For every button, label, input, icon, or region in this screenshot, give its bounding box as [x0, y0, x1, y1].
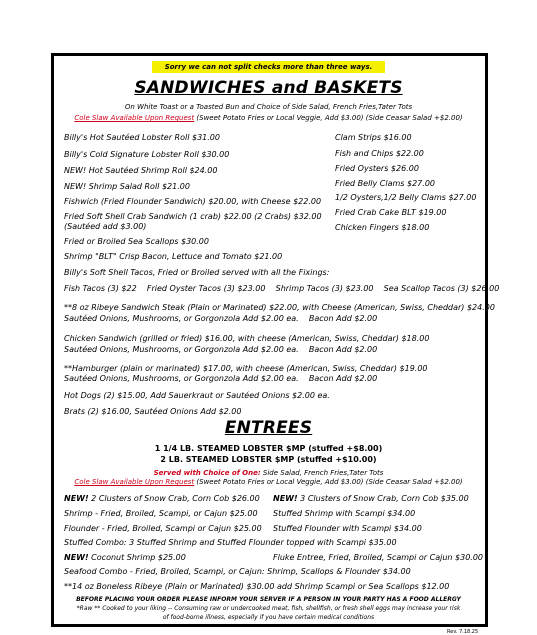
new-badge: NEW! — [64, 553, 89, 562]
menu-item: Flounder - Fried, Broiled, Scampi or Cajun $25.00 — [64, 524, 262, 533]
menu-item: Sautéed Onions, Mushrooms, or Gorgonzola Add $2.00 ea. Bacon Add $2.00 — [64, 345, 378, 354]
menu-item: NEW! 3 Clusters of Snow Crab, Corn Cob $35.00 — [273, 494, 469, 503]
sandwiches-coleslaw-note — [0, 114, 537, 122]
new-badge: NEW! — [64, 494, 89, 503]
menu-item: Billy's Hot Sautéed Lobster Roll $31.00 — [64, 133, 220, 142]
menu-item: Chicken Sandwich (grilled or fried) $16.00, with cheese (American, Swiss, Cheddar) $18.00 — [64, 334, 430, 343]
menu-item: Billy's Soft Shell Tacos, Fried or Broiled served with all the Fixings: — [64, 268, 330, 277]
menu-item: Chicken Fingers $18.00 — [335, 223, 430, 232]
menu-item: Fried Oysters $26.00 — [335, 164, 419, 173]
menu-item: **14 oz Boneless Ribeye (Plain or Marinated) $30.00 add Shrimp Scampi or Sea Scallops $12.00 — [64, 582, 450, 591]
choice-label: Served with Choice of One: — [153, 469, 261, 477]
menu-item: Sautéed Onions, Mushrooms, or Gorgonzola Add $2.00 ea. Bacon Add $2.00 — [64, 374, 378, 383]
menu-item: NEW! Coconut Shrimp $25.00 — [64, 553, 186, 562]
menu-item: Fried Crab Cake BLT $19.00 — [335, 208, 447, 217]
coleslaw-options: (Sweet Potato Fries or Local Veggie, Add $3.00) (Side Ceasar Salad +$2.00) — [194, 478, 463, 486]
coleslaw-label: Cole Slaw Available Upon Request — [74, 478, 195, 486]
menu-item: NEW! 2 Clusters of Snow Crab, Corn Cob $26.00 — [64, 494, 260, 503]
revision-label: Rev. 7.18.25 — [447, 629, 479, 635]
menu-item: Shrimp - Fried, Broiled, Scampi, or Cajun $25.00 — [64, 509, 258, 518]
entrees-choice-note — [0, 469, 537, 477]
entrees-title: ENTREES — [224, 418, 313, 438]
split-check-notice: Sorry we can not split checks more than three ways. — [152, 61, 385, 73]
menu-item: Shrimp "BLT" Crisp Bacon, Lettuce and Tomato $21.00 — [64, 252, 283, 261]
choice-options: Side Salad, French Fries,Tater Tots — [260, 469, 384, 477]
menu-item: Fried Belly Clams $27.00 — [335, 179, 435, 188]
menu-item: Brats (2) $16.00, Sautéed Onions Add $2.00 — [64, 407, 242, 416]
menu-item: Clam Strips $16.00 — [335, 133, 412, 142]
menu-item: Seafood Combo - Fried, Broiled, Scampi, or Cajun: Shrimp, Scallops & Flounder $34.00 — [64, 567, 411, 576]
menu-item: NEW! Shrimp Salad Roll $21.00 — [64, 182, 190, 191]
entrees-coleslaw-note — [0, 478, 537, 486]
menu-item: Stuffed Flounder with Scampi $34.00 — [273, 524, 422, 533]
sandwiches-subtitle: On White Toast or a Toasted Bun and Choice of Side Salad, French Fries,Tater Tots — [124, 103, 413, 111]
raw-food-warning-cont: of food-borne illness, especially if you have certain medical conditions — [162, 614, 375, 621]
sandwiches-title: SANDWICHES and BASKETS — [134, 78, 403, 98]
coleslaw-options: (Sweet Potato Fries or Local Veggie, Add $3.00) (Side Ceasar Salad +$2.00) — [194, 114, 463, 122]
menu-item: Fish and Chips $22.00 — [335, 149, 424, 158]
menu-item: 1/2 Oysters,1/2 Belly Clams $27.00 — [335, 193, 477, 202]
menu-item: Fried or Broiled Sea Scallops $30.00 — [64, 237, 209, 246]
menu-item: Stuffed Shrimp with Scampi $34.00 — [273, 509, 416, 518]
allergy-notice: BEFORE PLACING YOUR ORDER PLEASE INFORM YOUR SERVER IF A PERSON IN YOUR PARTY HAS A FOOD ALLERGY — [76, 596, 461, 603]
new-badge: NEW! — [273, 494, 298, 503]
coleslaw-label: Cole Slaw Available Upon Request — [74, 114, 195, 122]
menu-item: Fried Soft Shell Crab Sandwich (1 crab) $22.00 (2 Crabs) $32.00 — [64, 212, 322, 221]
menu-item: **8 oz Ribeye Sandwich Steak (Plain or Marinated) $22.00, with Cheese (American, Swiss, Cheddar) $24.00 — [64, 303, 495, 312]
menu-item: Stuffed Combo: 3 Stuffed Shrimp and Stuffed Flounder topped with Scampi $35.00 — [64, 538, 397, 547]
menu-item: Billy's Cold Signature Lobster Roll $30.00 — [64, 150, 230, 159]
lobster-2lb: 2 LB. STEAMED LOBSTER $MP (stuffed +$10.00) — [160, 455, 377, 464]
menu-item: **Hamburger (plain or marinated) $17.00, with cheese (American, Swiss, Cheddar) $19.00 — [64, 364, 428, 373]
menu-item: Fluke Entree, Fried, Broiled, Scampi or Cajun $30.00 — [273, 553, 484, 562]
raw-food-warning: *Raw ** Cooked to your liking -- Consuming raw or undercooked meat, fish, shellfish, or fresh shell eggs may increase your risk — [76, 605, 461, 612]
menu-item: Hot Dogs (2) $15.00, Add Sauerkraut or Sautéed Onions $2.00 ea. — [64, 391, 330, 400]
lobster-1-25lb: 1 1/4 LB. STEAMED LOBSTER $MP (stuffed +$8.00) — [154, 444, 383, 453]
menu-item: NEW! Hot Sautéed Shrimp Roll $24.00 — [64, 166, 218, 175]
menu-item: Sautéed Onions, Mushrooms, or Gorgonzola Add $2.00 ea. Bacon Add $2.00 — [64, 314, 378, 323]
menu-item: Fishwich (Fried Flounder Sandwich) $20.00, with Cheese $22.00 — [64, 197, 322, 206]
menu-item: (Sautéed add $3.00) — [64, 222, 147, 231]
menu-item: Fish Tacos (3) $22 Fried Oyster Tacos (3) $23.00 Shrimp Tacos (3) $23.00 Sea Scallop Tacos (3) $26.00 — [64, 284, 500, 293]
